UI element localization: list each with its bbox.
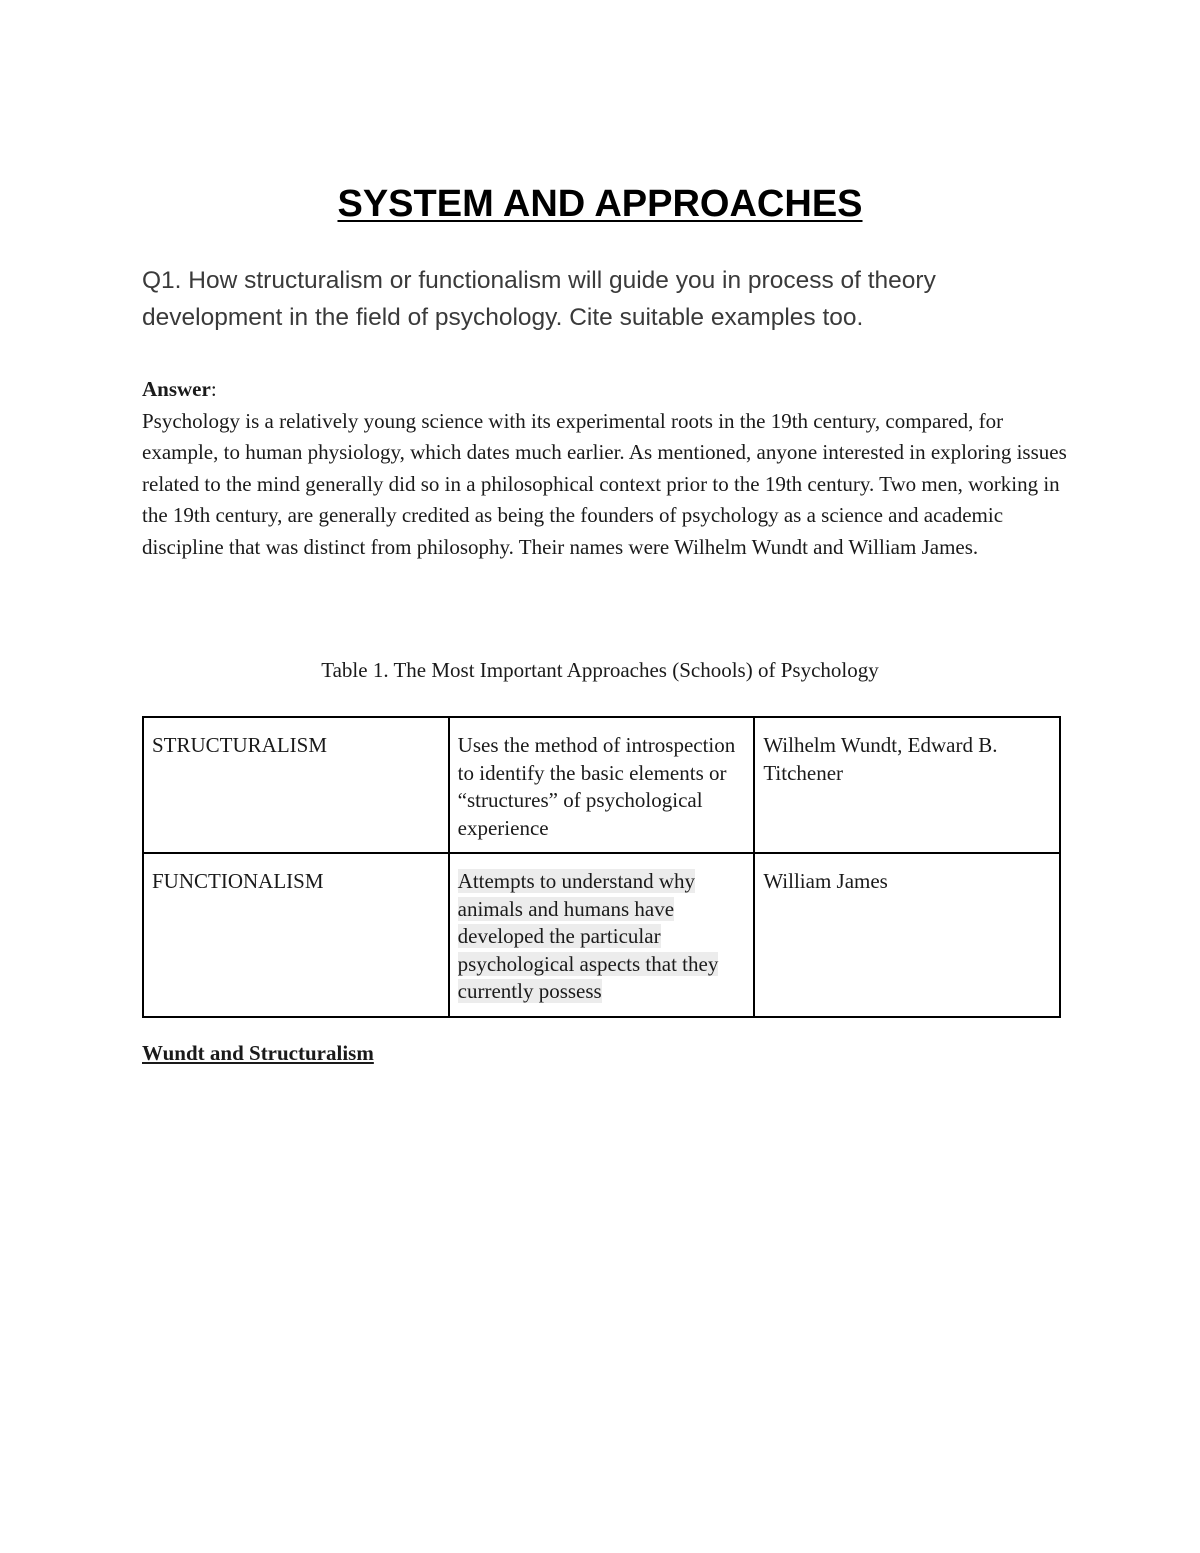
table-row bbox=[143, 853, 1060, 1017]
document-title: SYSTEM AND APPROACHES bbox=[337, 183, 863, 225]
answer-label: Answer bbox=[142, 377, 211, 401]
section-heading: Wundt and Structuralism bbox=[142, 1041, 374, 1065]
table-row bbox=[143, 717, 1060, 853]
answer-block bbox=[142, 374, 1072, 563]
table-caption: Table 1. The Most Important Approaches (Schools) of Psychology bbox=[321, 658, 879, 682]
question-text: Q1. How structuralism or functionalism will guide you in process of theory development in the field of psychology. Cite suitable examples too. bbox=[142, 267, 936, 331]
answer-text: Psychology is a relatively young science with its experimental roots in the 19th century, compared, for example, to human physiology, which dates much earlier. As mentioned, anyone interested in exploring issues related to the mind generally did so in a philosophical context prior to the 19th century. Two men, working in the 19th century, are generally credited as being the founders of psychology as a science and academic discipline that was distinct from philosophy. Their names were Wilhelm Wundt and William James. bbox=[142, 408, 1067, 559]
school-figures-cell: William James bbox=[754, 853, 1060, 1017]
school-description-cell bbox=[449, 853, 755, 1017]
school-figures-cell: Wilhelm Wundt, Edward B. Titchener bbox=[754, 717, 1060, 853]
school-description-cell: Uses the method of introspection to identify the basic elements or “structures” of psychological experience bbox=[449, 717, 755, 853]
school-name-cell: FUNCTIONALISM bbox=[143, 853, 449, 1017]
answer-heading bbox=[142, 374, 1072, 406]
answer-label-suffix: : bbox=[210, 377, 217, 401]
highlighted-description: Attempts to understand why animals and humans have developed the particular psychological aspects that they currently possess bbox=[457, 869, 719, 1003]
school-name-cell: STRUCTURALISM bbox=[143, 717, 449, 853]
schools-table bbox=[142, 716, 1061, 1018]
